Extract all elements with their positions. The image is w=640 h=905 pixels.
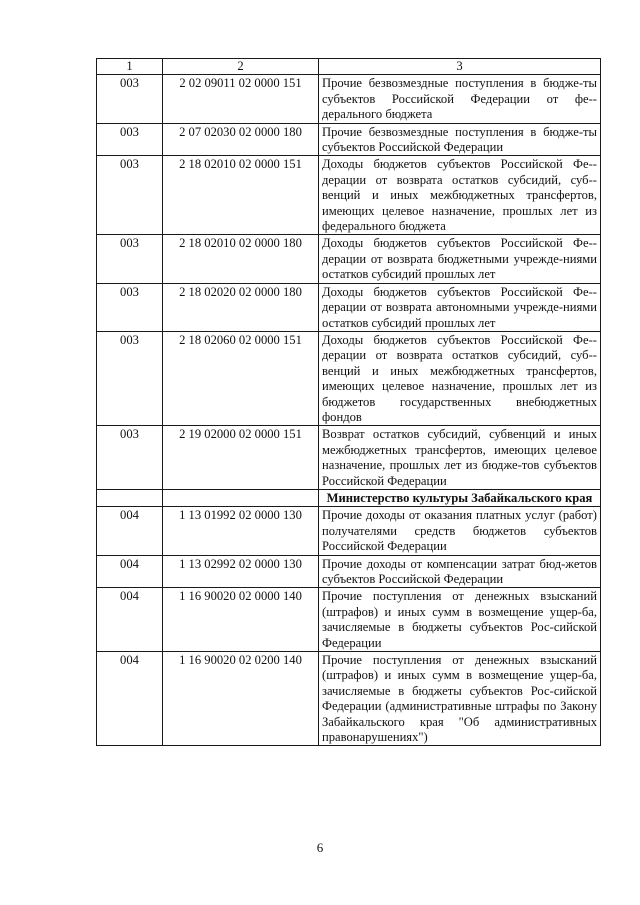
- table-row: [97, 235, 601, 283]
- description-cell: Прочие доходы от оказания платных услуг (работ) получателями средств бюджетов субъектов Российской Федерации: [319, 507, 601, 555]
- budget-code-cell: 2 19 02000 02 0000 151: [163, 426, 319, 490]
- budget-code-cell: 2 02 09011 02 0000 151: [163, 75, 319, 123]
- agency-code-cell: 004: [97, 652, 163, 746]
- table-row: [97, 283, 601, 331]
- description-cell: Доходы бюджетов субъектов Российской Фе-дерации от возврата остатков субсидий, суб-венций и иных межбюджетных трансфертов, имеющих целевое назначение, прошлых лет из федерального бюджета: [319, 156, 601, 235]
- revenue-codes-table: [96, 58, 601, 746]
- header-col-2: 2: [163, 59, 319, 75]
- header-col-3: 3: [319, 59, 601, 75]
- description-cell: Доходы бюджетов субъектов Российской Фе-дерации от возврата автономными учрежде-ниями остатков субсидий прошлых лет: [319, 283, 601, 331]
- table-row: [97, 507, 601, 555]
- table-row: [97, 426, 601, 490]
- table-row: [97, 75, 601, 123]
- agency-code-cell: 003: [97, 235, 163, 283]
- budget-code-cell: 1 16 90020 02 0000 140: [163, 588, 319, 652]
- agency-code-cell: 004: [97, 555, 163, 588]
- table-row: [97, 331, 601, 425]
- description-cell: Возврат остатков субсидий, субвенций и иных межбюджетных трансфертов, имеющих целевое назначение, прошлых лет из бюдже-тов субъектов Российской Федерации: [319, 426, 601, 490]
- table-body: [97, 59, 601, 746]
- budget-code-cell: 1 16 90020 02 0200 140: [163, 652, 319, 746]
- description-cell: Прочие поступления от денежных взысканий (штрафов) и иных сумм в возмещение ущер-ба, зачисляемые в бюджеты субъектов Рос-сийской Федерации: [319, 588, 601, 652]
- budget-code-cell: 1 13 01992 02 0000 130: [163, 507, 319, 555]
- budget-code-cell: 2 18 02010 02 0000 180: [163, 235, 319, 283]
- header-col-1: 1: [97, 59, 163, 75]
- agency-code-cell: [97, 489, 163, 506]
- page-number: 6: [316, 840, 324, 855]
- budget-code-cell: 2 18 02010 02 0000 151: [163, 156, 319, 235]
- agency-code-cell: 003: [97, 156, 163, 235]
- table-row: [97, 123, 601, 156]
- description-cell: Прочие доходы от компенсации затрат бюд-жетов субъектов Российской Федерации: [319, 555, 601, 588]
- description-cell: Прочие безвозмездные поступления в бюдже-ты субъектов Российской Федерации от фе-дерального бюджета: [319, 75, 601, 123]
- agency-code-cell: 003: [97, 331, 163, 425]
- table-row: [97, 555, 601, 588]
- table-row: [97, 156, 601, 235]
- budget-code-cell: 2 07 02030 02 0000 180: [163, 123, 319, 156]
- agency-code-cell: 004: [97, 588, 163, 652]
- agency-code-cell: 003: [97, 123, 163, 156]
- budget-code-cell: 2 18 02060 02 0000 151: [163, 331, 319, 425]
- agency-code-cell: 003: [97, 426, 163, 490]
- table-row: [97, 652, 601, 746]
- table-header-row: [97, 59, 601, 75]
- description-cell: Доходы бюджетов субъектов Российской Фе-дерации от возврата бюджетными учрежде-ниями остатков субсидий прошлых лет: [319, 235, 601, 283]
- agency-code-cell: 003: [97, 75, 163, 123]
- table-row: [97, 588, 601, 652]
- description-cell: Прочие безвозмездные поступления в бюдже-ты субъектов Российской Федерации: [319, 123, 601, 156]
- budget-code-cell: [163, 489, 319, 506]
- budget-code-cell: 2 18 02020 02 0000 180: [163, 283, 319, 331]
- description-cell: Доходы бюджетов субъектов Российской Фе-дерации от возврата остатков субсидий, суб-венций и иных межбюджетных трансфертов, имеющих целевое назначение, прошлых лет из бюджетов государственных внебюджетных фондов: [319, 331, 601, 425]
- description-cell: Министерство культуры Забайкальского края: [319, 489, 601, 506]
- agency-code-cell: 004: [97, 507, 163, 555]
- description-cell: Прочие поступления от денежных взысканий (штрафов) и иных сумм в возмещение ущер-ба, зачисляемые в бюджеты субъектов Рос-сийской Федерации (административные штрафы по Закону Забайкальского края "Об административных правонарушениях"): [319, 652, 601, 746]
- agency-code-cell: 003: [97, 283, 163, 331]
- budget-code-cell: 1 13 02992 02 0000 130: [163, 555, 319, 588]
- section-header-row: [97, 489, 601, 506]
